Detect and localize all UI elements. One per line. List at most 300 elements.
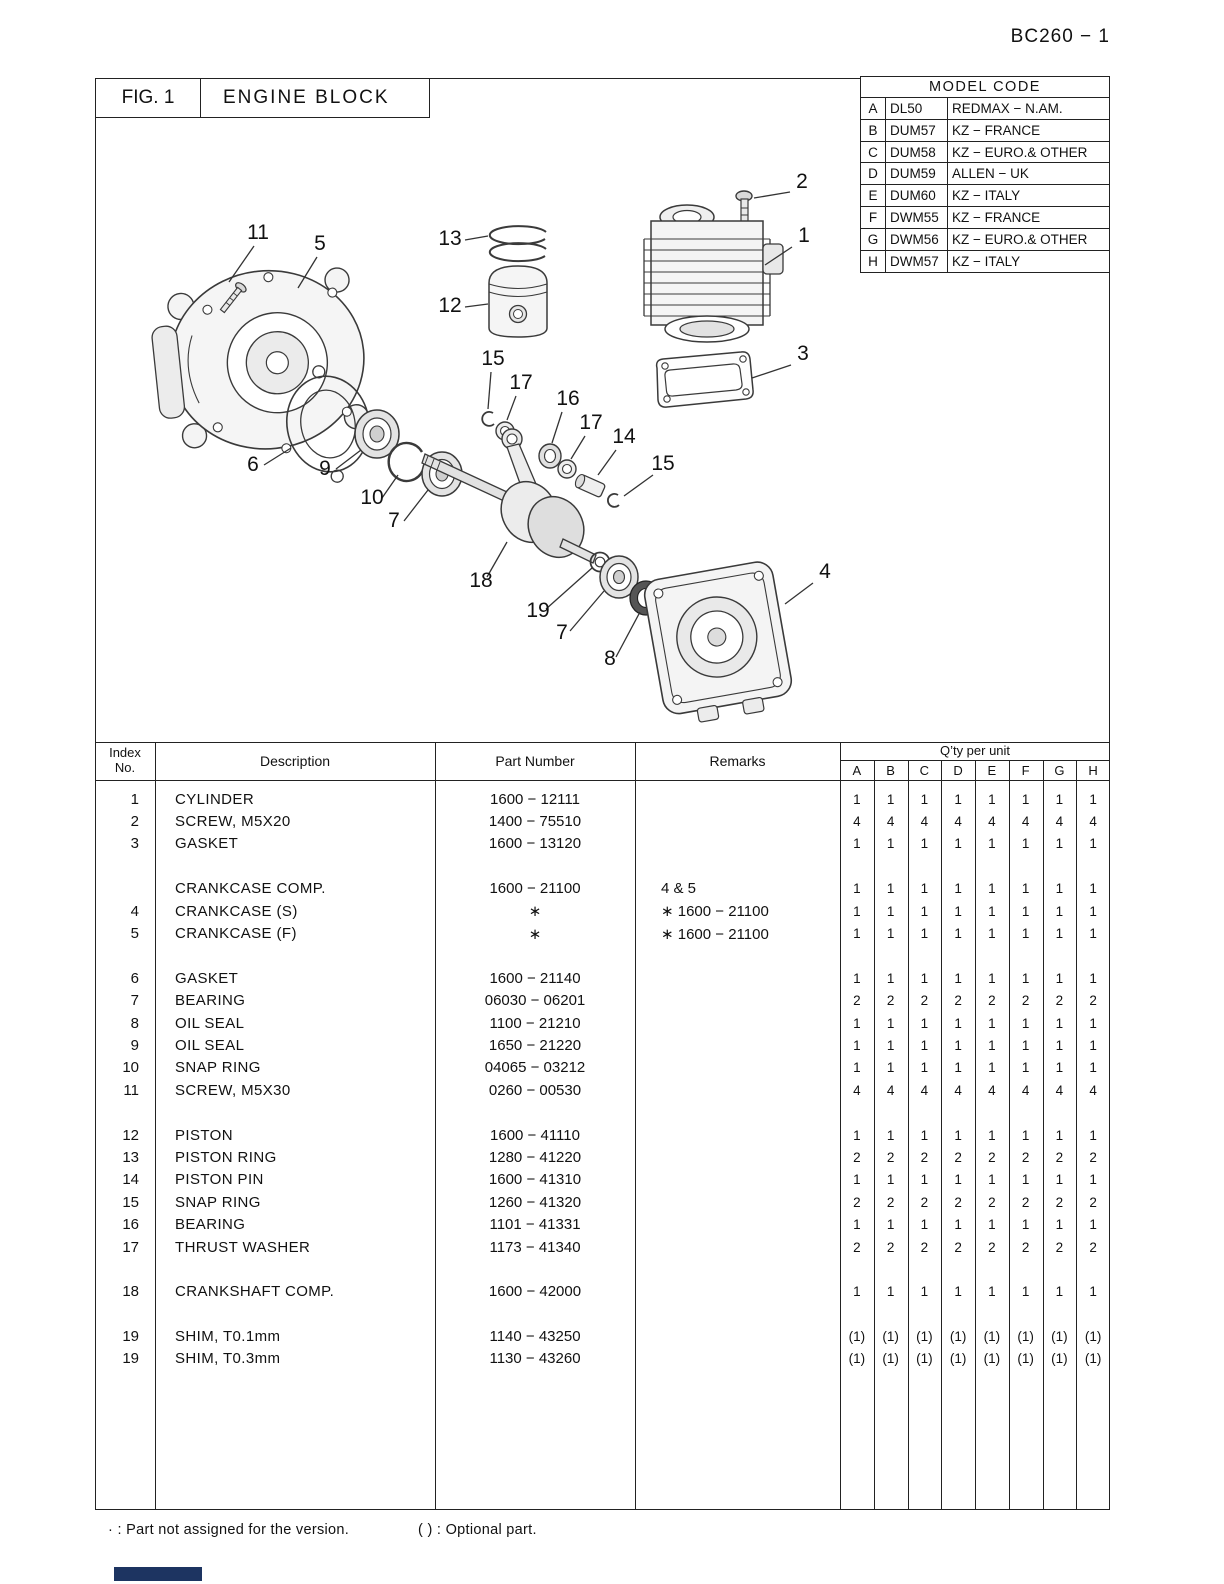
table-cell: 1260 − 41320: [488, 1193, 582, 1211]
qty-cell: 1: [988, 1172, 996, 1188]
table-row: [95, 1236, 1110, 1258]
qty-cell: 1: [886, 926, 895, 942]
callout-label: 9: [319, 457, 331, 480]
doc-code: BC260 − 1: [1010, 26, 1110, 47]
table-cell: 19: [122, 1328, 139, 1346]
table-cell: 18: [122, 1283, 139, 1301]
table-cell: 1600 − 13120: [488, 835, 582, 853]
qty-cell: 1: [1055, 1284, 1064, 1300]
qty-cell: 1: [853, 1127, 861, 1143]
model-code-cell: D: [861, 163, 886, 184]
qty-cell: 2: [988, 1239, 996, 1255]
callout-leader-line: [264, 448, 291, 465]
callout-leader-line: [752, 365, 791, 378]
table-row: [95, 1034, 1110, 1056]
header-index: Index No.: [109, 745, 141, 775]
callout-leader-line: [507, 396, 516, 420]
table-cell: SHIM, T0.1mm: [175, 1328, 281, 1346]
table-cell: 12: [122, 1126, 139, 1144]
qty-cell: 1: [1089, 1172, 1097, 1188]
qty-cell: 1: [1021, 1060, 1030, 1076]
bearing-part-16: [539, 444, 561, 468]
table-cell: GASKET: [175, 969, 239, 987]
qty-cell: 1: [886, 1037, 895, 1053]
table-spacer-row: [95, 1101, 1110, 1123]
table-row: [95, 900, 1110, 922]
qty-cell: 4: [853, 814, 861, 830]
qty-cell: 4: [954, 814, 962, 830]
qty-cell: 1: [1089, 926, 1097, 942]
callout-label: 6: [247, 453, 259, 476]
callout-label: 7: [388, 509, 400, 532]
qty-cell: 1: [1021, 836, 1030, 852]
table-cell: 15: [122, 1193, 139, 1211]
table-cell: 1130 − 43260: [489, 1350, 581, 1368]
table-cell: 10: [122, 1059, 139, 1077]
qty-cell: 1: [954, 836, 962, 852]
table-cell: 8: [130, 1014, 139, 1032]
unit-column-header: E: [987, 763, 997, 778]
table-cell: 4: [130, 902, 139, 920]
model-code-cell: DWM56: [886, 229, 948, 250]
callout-leader-line: [571, 436, 585, 459]
qty-cell: 2: [1021, 1239, 1030, 1255]
table-row: [95, 788, 1110, 810]
qty-cell: 1: [954, 1037, 962, 1053]
qty-cell: (1): [882, 1329, 899, 1345]
model-code-cell: DL50: [886, 98, 948, 119]
callout-leader-line: [465, 304, 488, 307]
qty-cell: 1: [853, 1037, 861, 1053]
table-row: [95, 1213, 1110, 1235]
table-cell: 4 & 5: [661, 880, 697, 898]
table-cell: 9: [130, 1036, 139, 1054]
callout-leader-line: [598, 450, 616, 475]
header-qty-title: Q’ty per unit: [939, 743, 1011, 758]
qty-cell: 1: [1089, 1060, 1097, 1076]
figure-number: FIG. 1: [96, 79, 201, 117]
qty-cell: 2: [1021, 1194, 1030, 1210]
model-code-cell: DUM60: [886, 185, 948, 206]
qty-cell: 4: [988, 1082, 996, 1098]
qty-cell: 1: [853, 1172, 861, 1188]
table-cell: PISTON PIN: [175, 1171, 264, 1189]
qty-cell: 2: [954, 1149, 962, 1165]
table-cell: GASKET: [175, 835, 239, 853]
footnote-not-assigned: · : Part not assigned for the version.: [108, 1522, 350, 1538]
callout-label: 13: [438, 227, 462, 250]
table-cell: 1600 − 41110: [490, 1126, 580, 1144]
snap-ring-part-10: [389, 443, 423, 481]
table-row: [95, 1079, 1110, 1101]
table-row: [95, 967, 1110, 989]
table-cell: SNAP RING: [175, 1059, 261, 1077]
qty-cell: 1: [988, 903, 996, 919]
qty-cell: 1: [954, 1172, 962, 1188]
qty-cell: 1: [954, 970, 962, 986]
table-cell: 04065 − 03212: [484, 1059, 586, 1077]
qty-cell: 2: [1089, 1239, 1097, 1255]
qty-cell: 1: [886, 1127, 895, 1143]
table-row: [95, 1057, 1110, 1079]
model-code-cell: DUM58: [886, 142, 948, 163]
qty-cell: 2: [853, 1239, 861, 1255]
callout-label: 14: [612, 425, 636, 448]
qty-cell: (1): [848, 1351, 866, 1367]
callout-label: 12: [438, 294, 462, 317]
qty-cell: (1): [1084, 1329, 1102, 1345]
callout-leader-line: [488, 372, 491, 409]
qty-cell: 1: [886, 1060, 895, 1076]
qty-cell: 2: [886, 1194, 895, 1210]
gasket-part-3: [657, 352, 754, 407]
qty-cell: 1: [1021, 903, 1030, 919]
qty-cell: 1: [1089, 836, 1097, 852]
crankshaft-part-18: [422, 429, 596, 567]
model-code-cell: DUM59: [886, 163, 948, 184]
header-description: Description: [259, 753, 331, 769]
table-row: [95, 1281, 1110, 1303]
model-code-cell: REDMAX − N.AM.: [952, 101, 1063, 116]
qty-cell: 1: [1021, 1127, 1030, 1143]
qty-cell: 1: [853, 836, 861, 852]
qty-cell: (1): [1017, 1351, 1034, 1367]
table-cell: 1650 − 21220: [488, 1036, 582, 1054]
table-row: [95, 1146, 1110, 1168]
qty-cell: 2: [1055, 1239, 1064, 1255]
callout-leader-line: [546, 568, 592, 609]
qty-cell: 2: [853, 1149, 861, 1165]
table-spacer-row: [95, 945, 1110, 967]
qty-cell: 2: [920, 1149, 929, 1165]
qty-cell: 1: [988, 1217, 996, 1233]
qty-cell: (1): [949, 1351, 967, 1367]
qty-cell: 1: [1089, 881, 1097, 897]
qty-cell: (1): [1051, 1351, 1068, 1367]
unit-column-header: H: [1088, 763, 1098, 778]
callout-leader-line: [616, 612, 640, 657]
qty-cell: 1: [1055, 1172, 1064, 1188]
qty-cell: 1: [988, 1284, 996, 1300]
table-spacer-row: [95, 1303, 1110, 1325]
qty-cell: 1: [920, 791, 929, 807]
table-cell: CYLINDER: [175, 790, 255, 808]
footer-bar: [114, 1567, 202, 1581]
unit-column-header: B: [886, 763, 895, 778]
table-cell: 13: [122, 1148, 139, 1166]
table-row: [95, 833, 1110, 855]
qty-cell: 2: [1089, 993, 1097, 1009]
table-cell: BEARING: [175, 992, 246, 1010]
callout-leader-line: [570, 591, 604, 631]
figure-title: ENGINE BLOCK: [223, 87, 390, 108]
callout-leader-line: [465, 236, 488, 240]
callout-label: 15: [651, 452, 675, 475]
qty-cell: 1: [1021, 926, 1030, 942]
table-cell: 1173 − 41340: [489, 1238, 581, 1256]
qty-cell: 2: [1055, 1194, 1064, 1210]
qty-cell: 1: [1055, 926, 1064, 942]
model-code-row: [861, 98, 1109, 120]
qty-cell: (1): [882, 1351, 899, 1367]
qty-cell: 4: [1021, 1082, 1030, 1098]
table-cell: THRUST WASHER: [175, 1238, 311, 1256]
table-cell: PISTON: [175, 1126, 233, 1144]
qty-cell: 1: [1089, 1015, 1097, 1031]
qty-cell: 1: [1021, 1172, 1030, 1188]
qty-cell: 1: [920, 881, 929, 897]
qty-cell: 1: [988, 836, 996, 852]
table-cell: 1: [130, 790, 139, 808]
qty-cell: 1: [886, 903, 895, 919]
qty-cell: 1: [920, 1060, 929, 1076]
table-cell: 14: [122, 1171, 139, 1189]
qty-cell: 1: [1055, 1037, 1064, 1053]
table-cell: 1140 − 43250: [489, 1328, 581, 1346]
table-cell: SHIM, T0.3mm: [175, 1350, 281, 1368]
qty-cell: (1): [916, 1329, 933, 1345]
qty-cell: 1: [988, 970, 996, 986]
qty-cell: 2: [1089, 1194, 1097, 1210]
qty-cell: 1: [886, 1172, 895, 1188]
table-cell: ∗ 1600 − 21100: [661, 903, 769, 921]
qty-cell: 1: [954, 791, 962, 807]
table-cell: 1600 − 12111: [490, 790, 580, 808]
qty-cell: 1: [1055, 881, 1064, 897]
qty-cell: (1): [916, 1351, 933, 1367]
table-cell: 1400 − 75510: [488, 813, 582, 831]
qty-cell: 2: [954, 1194, 962, 1210]
qty-cell: 2: [988, 1149, 996, 1165]
qty-cell: 4: [954, 1082, 962, 1098]
qty-cell: 1: [886, 1217, 895, 1233]
callout-label: 15: [481, 347, 505, 370]
qty-cell: 1: [1055, 1060, 1064, 1076]
qty-cell: 2: [988, 993, 996, 1009]
qty-cell: 1: [988, 926, 996, 942]
callout-leader-line: [624, 475, 653, 496]
model-code-cell: H: [861, 251, 886, 273]
qty-cell: 1: [920, 1037, 929, 1053]
table-cell: 16: [122, 1216, 139, 1234]
table-cell: OIL SEAL: [175, 1014, 245, 1032]
qty-cell: 1: [1021, 1015, 1030, 1031]
qty-cell: 2: [1055, 993, 1064, 1009]
crankcase-f-part-5: [146, 261, 373, 465]
qty-cell: 1: [886, 970, 895, 986]
qty-cell: 1: [1089, 970, 1097, 986]
qty-cell: 1: [954, 1060, 962, 1076]
qty-cell: 1: [1055, 1217, 1064, 1233]
qty-cell: 1: [886, 881, 895, 897]
qty-cell: 1: [954, 1127, 962, 1143]
qty-cell: 2: [886, 1149, 895, 1165]
qty-cell: 1: [853, 1284, 861, 1300]
qty-cell: 2: [853, 993, 861, 1009]
qty-cell: 1: [886, 1284, 895, 1300]
qty-cell: 1: [1021, 1284, 1030, 1300]
qty-cell: 1: [1089, 1284, 1097, 1300]
qty-cell: 4: [1055, 814, 1064, 830]
qty-cell: 1: [1055, 791, 1064, 807]
callout-leader-line: [552, 412, 562, 443]
qty-cell: 1: [853, 926, 861, 942]
table-cell: OIL SEAL: [175, 1036, 245, 1054]
qty-cell: 1: [853, 881, 861, 897]
qty-cell: 1: [1021, 1037, 1030, 1053]
model-code-cell: ALLEN − UK: [952, 166, 1029, 182]
table-cell: SCREW, M5X30: [175, 1081, 291, 1099]
qty-cell: 1: [988, 1127, 996, 1143]
qty-cell: 1: [1089, 1217, 1097, 1233]
crankcase-s-part-4: [642, 560, 796, 728]
thrust-washer-part-17b: [558, 460, 576, 478]
qty-cell: 2: [1055, 1149, 1064, 1165]
table-cell: ∗: [528, 925, 542, 943]
qty-cell: 4: [988, 814, 996, 830]
qty-cell: 2: [988, 1194, 996, 1210]
table-cell: 1600 − 21100: [489, 880, 581, 898]
qty-cell: 1: [1055, 1015, 1064, 1031]
qty-cell: 1: [954, 1015, 962, 1031]
table-cell: 19: [122, 1350, 139, 1368]
qty-cell: 2: [853, 1194, 861, 1210]
qty-cell: 1: [920, 1015, 929, 1031]
table-cell: ∗: [528, 903, 542, 921]
piston-pin-part-14: [574, 473, 606, 498]
qty-cell: 2: [886, 993, 895, 1009]
unit-column-header: G: [1054, 763, 1065, 778]
table-cell: 3: [130, 835, 139, 853]
qty-cell: 2: [954, 1239, 962, 1255]
qty-cell: 1: [988, 1037, 996, 1053]
callout-leader-line: [382, 475, 398, 498]
qty-cell: 1: [886, 791, 895, 807]
callout-label: 7: [556, 621, 568, 644]
callout-leader-line: [404, 490, 428, 521]
qty-cell: 1: [1055, 970, 1064, 986]
qty-cell: 1: [853, 1217, 861, 1233]
footnote-optional: ( ) : Optional part.: [418, 1522, 537, 1538]
exploded-diagram: [95, 118, 1110, 742]
qty-cell: 1: [988, 1060, 996, 1076]
unit-column-header: C: [919, 763, 930, 778]
table-cell: SNAP RING: [175, 1193, 261, 1211]
qty-cell: 1: [1089, 903, 1097, 919]
table-cell: 2: [130, 813, 139, 831]
qty-cell: 1: [920, 1127, 929, 1143]
unit-col-headers: [840, 761, 1110, 780]
table-cell: SCREW, M5X20: [175, 813, 291, 831]
callout-label: 10: [360, 486, 384, 509]
qty-cell: 2: [920, 1194, 929, 1210]
qty-cell: 1: [1055, 1127, 1064, 1143]
qty-cell: 1: [954, 1217, 962, 1233]
qty-cell: 1: [1021, 881, 1030, 897]
table-spacer-row: [95, 855, 1110, 877]
table-cell: CRANKCASE (S): [175, 902, 298, 920]
unit-column-header: D: [953, 763, 963, 778]
table-row: [95, 922, 1110, 944]
qty-cell: 1: [954, 881, 962, 897]
callout-label: 18: [469, 569, 493, 592]
table-row: [95, 1012, 1110, 1034]
model-code-cell: F: [861, 207, 886, 228]
header-remarks: Remarks: [709, 753, 766, 769]
qty-cell: (1): [848, 1329, 866, 1345]
table-cell: BEARING: [175, 1216, 246, 1234]
qty-cell: 4: [1055, 1082, 1064, 1098]
qty-cell: 1: [886, 836, 895, 852]
model-code-cell: KZ − EURO.& OTHER: [952, 231, 1088, 247]
callout-label: 17: [509, 371, 533, 394]
table-cell: 1600 − 41310: [488, 1171, 582, 1189]
table-header-bottom-rule: [95, 780, 1110, 781]
table-row: [95, 1348, 1110, 1370]
qty-cell: 1: [853, 1060, 861, 1076]
table-row: [95, 1191, 1110, 1213]
table-cell: ∗ 1600 − 21100: [661, 925, 769, 943]
qty-cell: 1: [920, 926, 929, 942]
qty-cell: 4: [1089, 1082, 1097, 1098]
model-code-cell: C: [861, 142, 886, 163]
qty-cell: 1: [988, 791, 996, 807]
qty-cell: 2: [954, 993, 962, 1009]
model-code-cell: KZ − ITALY: [952, 188, 1021, 204]
model-code-cell: KZ − EURO.& OTHER: [952, 144, 1088, 160]
table-cell: PISTON RING: [175, 1148, 277, 1166]
qty-cell: 1: [853, 1015, 861, 1031]
table-cell: 1280 − 41220: [488, 1148, 582, 1166]
qty-cell: 1: [1021, 970, 1030, 986]
header-part-number: Part Number: [495, 753, 575, 769]
table-cell: 1100 − 21210: [489, 1014, 581, 1032]
model-code-cell: DUM57: [886, 120, 948, 141]
model-code-cell: KZ − ITALY: [952, 253, 1021, 269]
qty-cell: 1: [853, 970, 861, 986]
qty-cell: 1: [920, 1172, 929, 1188]
unit-column-header: F: [1021, 763, 1030, 778]
qty-cell: 2: [920, 1239, 929, 1255]
table-spacer-row: [95, 1258, 1110, 1280]
qty-cell: 2: [1021, 993, 1030, 1009]
qty-cell: 4: [920, 814, 929, 830]
qty-cell: 1: [886, 1015, 895, 1031]
table-cell: 1600 − 42000: [488, 1283, 582, 1301]
qty-cell: 1: [1089, 1037, 1097, 1053]
callout-label: 8: [604, 647, 616, 670]
piston-ring-part-13: [490, 226, 546, 261]
table-cell: 17: [122, 1238, 139, 1256]
qty-cell: (1): [983, 1329, 1001, 1345]
model-code-cell: DWM57: [886, 251, 948, 273]
qty-cell: 4: [853, 1082, 861, 1098]
qty-cell: (1): [1084, 1351, 1102, 1367]
callout-leader-line: [754, 192, 790, 198]
table-row: [95, 1169, 1110, 1191]
qty-cell: 1: [1021, 791, 1030, 807]
piston-part-12: [489, 266, 547, 337]
callout-label: 16: [556, 387, 580, 410]
model-code-cell: DWM55: [886, 207, 948, 228]
model-code-cell: KZ − FRANCE: [952, 122, 1041, 138]
model-code-cell: B: [861, 120, 886, 141]
table-cell: 6: [130, 969, 139, 987]
qty-cell: 1: [853, 791, 861, 807]
qty-cell: 1: [1089, 1127, 1097, 1143]
callout-label: 3: [797, 342, 809, 365]
callout-label: 4: [819, 560, 831, 583]
